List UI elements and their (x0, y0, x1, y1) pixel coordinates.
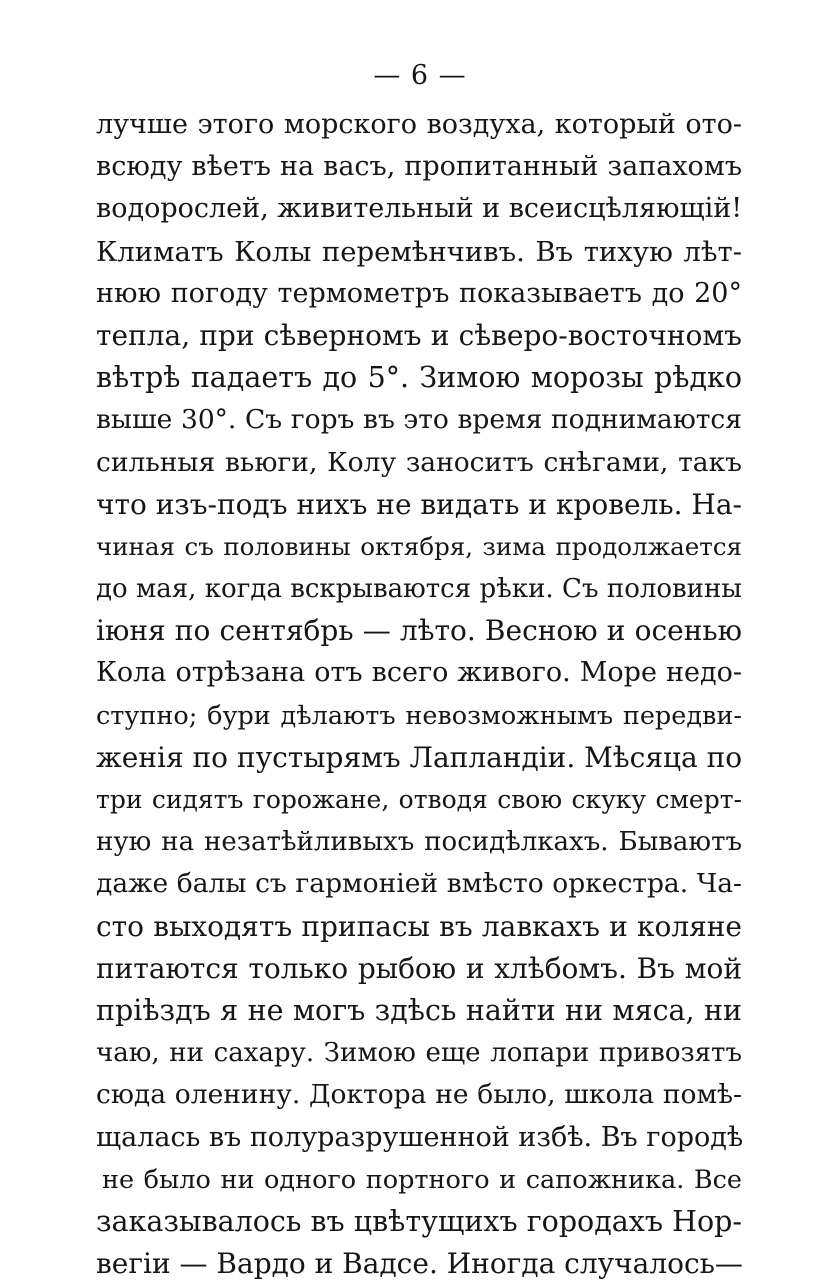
body-text (96, 104, 742, 1285)
text-line: водорослей, живительный и всеисцѣляющій! (96, 193, 743, 225)
page-number: — 6 — (373, 60, 467, 91)
text-line: три сидятъ горожане, отводя свою скуку смерт- (96, 785, 742, 814)
text-line: вѣтрѣ падаетъ до 5°. Зимою морозы рѣдко (96, 361, 742, 395)
text-line: чаю, ни сахару. Зимою еще лопари привозятъ (96, 1038, 742, 1069)
text-line: не было ни одного портного и сапожника. Все (102, 1164, 742, 1195)
text-line: тепла, при сѣверномъ и сѣверо-восточномъ (96, 318, 742, 352)
text-line: до мая, когда вскрываются рѣки. Съ половины (96, 574, 742, 605)
text-line: сюда оленину. Доктора не было, школа помѣ- (96, 1079, 742, 1111)
text-line: сильныя вьюги, Колу заноситъ снѣгами, такъ (96, 446, 742, 478)
text-line: сто выходятъ припасы въ лавкахъ и коляне (96, 909, 742, 943)
text-line: выше 30°. Съ горъ въ это время поднимаются (96, 404, 742, 436)
text-line: что изъ-подъ нихъ не видать и кровель. На- (96, 487, 742, 521)
text-line: Климатъ Колы перемѣнчивъ. Въ тихую лѣт- (96, 235, 742, 268)
text-line: іюня по сентябрь — лѣто. Весною и осенью (96, 614, 742, 648)
text-line: нюю погоду термометръ показываетъ до 20° (96, 277, 742, 309)
text-line: чиная съ половины октября, зима продолжается (96, 531, 742, 561)
text-line: ступно; бури дѣлаютъ невозможнымъ передви- (96, 700, 742, 731)
text-line: питаются только рыбою и хлѣбомъ. Въ мой (96, 951, 742, 985)
text-line: пріѣздъ я не могъ здѣсь найти ни мяса, ни (96, 993, 742, 1027)
text-line: вегіи — Вардо и Вадсе. Иногда случалось— (96, 1247, 743, 1281)
text-line: женія по пустырямъ Лапландіи. Мѣсяца по (96, 740, 743, 774)
text-line: всюду вѣетъ на васъ, пропитанный запахомъ (96, 151, 742, 183)
text-line: щалась въ полуразрушенной избѣ. Въ городѣ (96, 1121, 744, 1153)
text-line: Кола отрѣзана отъ всего живого. Море недо- (96, 657, 742, 689)
text-line: лучше этого морского воздуха, который ото- (96, 109, 742, 140)
text-line: заказывалось въ цвѣтущихъ городахъ Нор- (96, 1204, 742, 1238)
text-line: ную на незатѣйливыхъ посидѣлкахъ. Бываютъ (96, 827, 742, 858)
text-line: даже балы съ гармоніей вмѣсто оркестра. Ча- (96, 868, 742, 900)
